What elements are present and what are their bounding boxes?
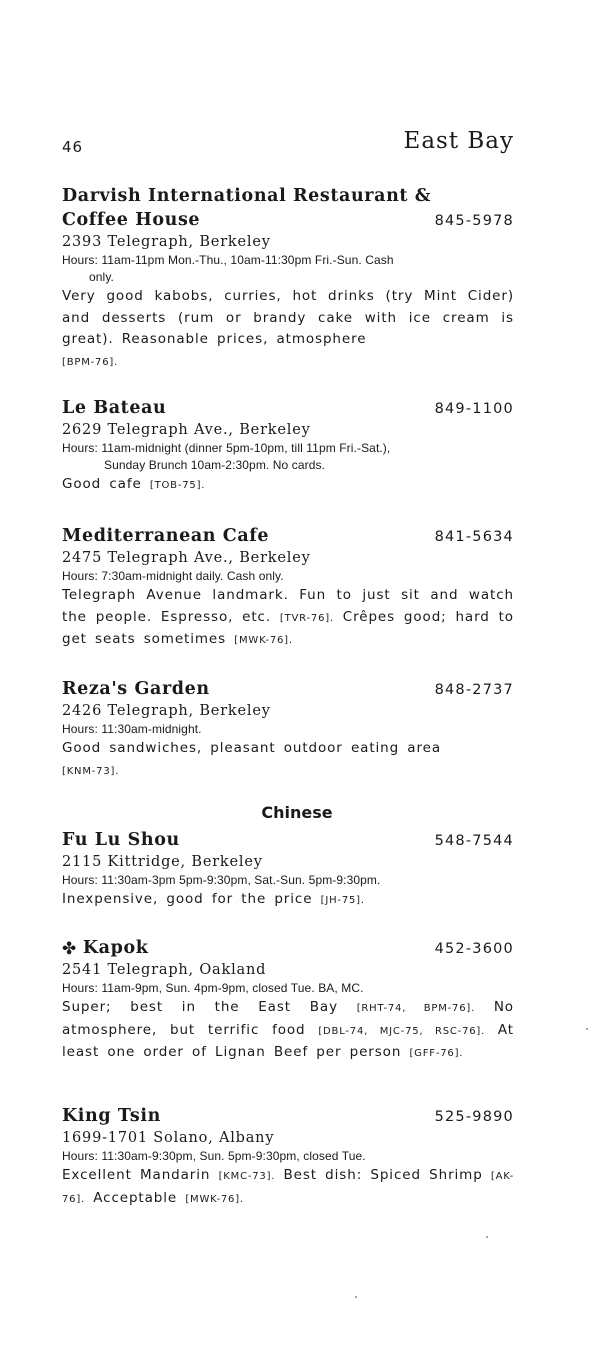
description-text: Super; best in the East Bay [62, 999, 338, 1015]
description [62, 286, 514, 373]
phone-number: 548-7544 [434, 833, 514, 849]
review-ref: [TVR-76]. [279, 612, 334, 624]
restaurant-entry-king-tsin [62, 1104, 514, 1210]
hours-text: 11am-11pm Mon.-Thu., 10am-11:30pm Fri.-Sun. Cash [101, 253, 394, 267]
phone-number: 525-9890 [434, 1109, 514, 1125]
hours-label: Hours: [62, 569, 98, 583]
category-heading: Chinese [261, 803, 333, 822]
hours-label: Hours: [62, 981, 98, 995]
page-number: 46 [62, 138, 84, 156]
scan-speck [586, 1028, 588, 1030]
review-ref: [DBL-74, MJC-75, RSC-76]. [318, 1025, 486, 1037]
hours [62, 568, 514, 585]
restaurant-name-text: Kapok [82, 938, 149, 958]
address: 2426 Telegraph, Berkeley [62, 703, 271, 719]
description [62, 738, 514, 782]
phone-number: 848-2737 [434, 682, 514, 698]
description [62, 889, 514, 912]
restaurant-entry-kapok [62, 936, 514, 1065]
address: 2475 Telegraph Ave., Berkeley [62, 550, 311, 566]
section-title: East Bay [403, 128, 514, 154]
phone-number: 845-5978 [434, 213, 514, 229]
hours-text: 11:30am-9:30pm, Sun. 5pm-9:30pm, closed Tue. [101, 1149, 366, 1163]
hours-text: 7:30am-midnight daily. Cash only. [101, 569, 284, 583]
hours-text: 11:30am-3pm 5pm-9:30pm, Sat.-Sun. 5pm-9:30pm. [101, 873, 381, 887]
hours-label: Hours: [62, 722, 98, 736]
description [62, 474, 514, 497]
description-text: Good sandwiches, pleasant outdoor eating area [62, 740, 441, 756]
hours-text: 11am-midnight (dinner 5pm-10pm, till 11pm Fri.-Sat.), [101, 441, 391, 455]
description-text: At least one order of Lignan Beef per person [62, 1021, 514, 1060]
restaurant-entry-mediterranean-cafe [62, 524, 514, 652]
description [62, 1165, 514, 1210]
hours [62, 440, 514, 474]
address: 2115 Kittridge, Berkeley [62, 854, 263, 870]
address: 2629 Telegraph Ave., Berkeley [62, 422, 311, 438]
restaurant-name-continued: Coffee House [62, 210, 201, 230]
review-ref: [AK-76]. [62, 1171, 514, 1205]
scan-speck [486, 1236, 488, 1238]
restaurant-name [62, 936, 148, 961]
hours-text: 11:30am-midnight. [101, 722, 202, 736]
description-text: Acceptable [93, 1189, 178, 1206]
restaurant-entry-darvish [62, 184, 514, 373]
hours-label: Hours: [62, 1149, 98, 1163]
hours [62, 980, 514, 997]
review-ref: [KNM-73]. [62, 765, 120, 777]
restaurant-entry-rezas-garden [62, 677, 514, 782]
review-ref: [JH-75]. [320, 895, 365, 906]
description-text: Best dish: Spiced Shrimp [283, 1167, 483, 1183]
hours-label: Hours: [62, 873, 98, 887]
description-text: Excellent Mandarin [62, 1167, 211, 1183]
phone-number: 452-3600 [434, 941, 514, 957]
hours [62, 1148, 514, 1165]
hours-text-continued: Sunday Brunch 10am-2:30pm. No cards. [104, 458, 326, 472]
review-ref: [MWK-76]. [234, 635, 293, 646]
review-ref: [MWK-76]. [185, 1193, 244, 1205]
address: 2541 Telegraph, Oakland [62, 962, 267, 978]
hours-label: Hours: [62, 253, 98, 267]
restaurant-name: Le Bateau [62, 398, 167, 418]
address: 1699-1701 Solano, Albany [62, 1130, 275, 1146]
hours-text: 11am-9pm, Sun. 4pm-9pm, closed Tue. BA, MC. [101, 981, 364, 995]
hours-text-continued: only. [89, 270, 114, 284]
star-rating-icon: ✤ [62, 939, 77, 959]
hours [62, 252, 514, 286]
review-ref: [KMC-73]. [218, 1171, 276, 1182]
description-text: No atmosphere, but terrific food [62, 999, 514, 1038]
review-ref: [RHT-74, BPM-76]. [356, 1003, 476, 1014]
restaurant-name: Fu Lu Shou [62, 830, 180, 850]
description-text: Crêpes good; hard to get seats sometimes [62, 608, 514, 647]
description-text: Telegraph Avenue landmark. Fun to just sit and watch the people. Espresso, etc. [62, 587, 514, 625]
description [62, 997, 514, 1065]
review-ref: [BPM-76]. [62, 356, 119, 368]
description-text: Inexpensive, good for the price [62, 891, 313, 907]
hours [62, 721, 514, 738]
description-text: Good cafe [62, 476, 142, 492]
restaurant-name: Darvish International Restaurant & [62, 186, 432, 206]
description-text: Very good kabobs, curries, hot drinks (try Mint Cider) and desserts (rum or brandy cake with ice cream is great). Reasonable prices, atmosphere [62, 288, 514, 347]
review-ref: [GFF-76]. [409, 1048, 464, 1059]
phone-number: 841-5634 [434, 529, 514, 545]
scan-speck [355, 1296, 357, 1298]
address: 2393 Telegraph, Berkeley [62, 234, 271, 250]
phone-number: 849-1100 [434, 401, 514, 417]
description [62, 585, 514, 652]
restaurant-name: King Tsin [62, 1106, 161, 1126]
restaurant-name: Reza's Garden [62, 679, 210, 699]
review-ref: [TOB-75]. [149, 480, 206, 491]
restaurant-name: Mediterranean Cafe [62, 526, 270, 546]
hours-label: Hours: [62, 441, 98, 455]
hours [62, 872, 514, 889]
restaurant-entry-fu-lu-shou [62, 828, 514, 912]
restaurant-entry-le-bateau [62, 396, 514, 497]
